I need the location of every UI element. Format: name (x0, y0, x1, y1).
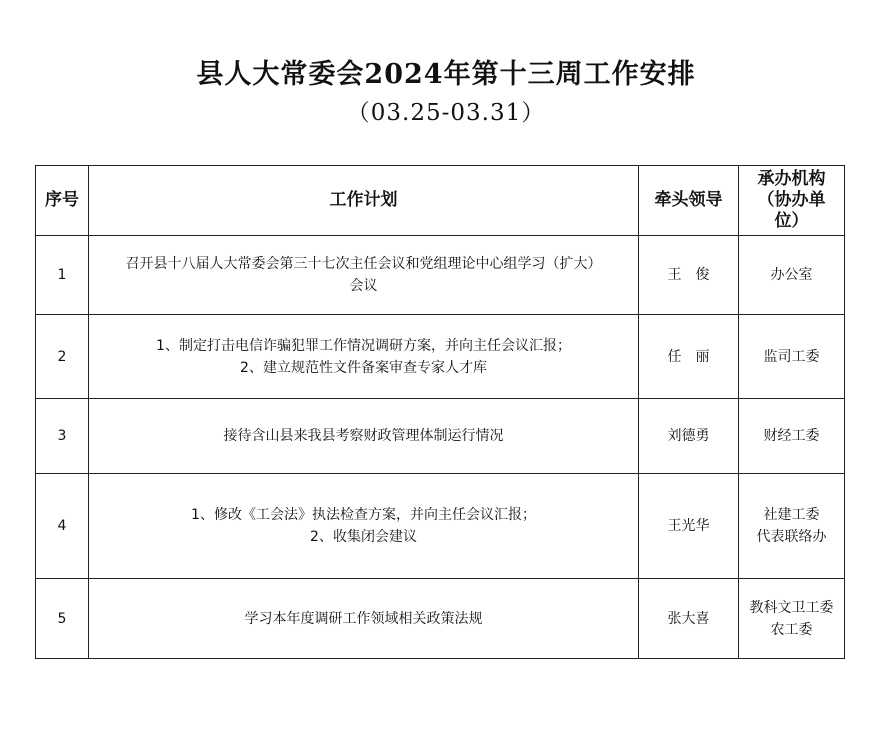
plan-cell (89, 236, 639, 315)
leader-cell: 王 俊 (639, 236, 739, 315)
seq-cell: 1 (36, 236, 89, 315)
date-range-subtitle: （03.25-03.31） (346, 100, 546, 126)
plan-line: 会议 (349, 278, 378, 294)
unit-line: 教科文卫工委 (749, 599, 834, 616)
table-row (36, 579, 845, 659)
plan-line: 1、制定打击电信诈骗犯罪工作情况调研方案，并向主任会议汇报； (156, 337, 571, 354)
table-row (36, 315, 845, 399)
seq-cell: 3 (36, 399, 89, 474)
seq-cell: 5 (36, 579, 89, 659)
table-row (36, 474, 845, 579)
plan-line: 学习本年度调研工作领域相关政策法规 (244, 610, 483, 627)
table-row (36, 399, 845, 474)
header-seq: 序号 (36, 166, 89, 236)
unit-line: 监司工委 (763, 348, 820, 365)
plan-line: 召开县十八届人大常委会第三十七次主任会议和党组理论中心组学习（扩大） (125, 256, 602, 272)
header-unit-line: 承办机构 (757, 169, 826, 189)
unit-line: 办公室 (770, 267, 813, 283)
unit-cell (739, 474, 845, 579)
seq-cell: 4 (36, 474, 89, 579)
leader-cell: 刘德勇 (639, 399, 739, 474)
unit-cell (739, 236, 845, 315)
plan-line: 2、建立规范性文件备案审查专家人才库 (240, 359, 487, 376)
plan-cell (89, 474, 639, 579)
seq-cell: 2 (36, 315, 89, 399)
plan-line: 1、修改《工会法》执法检查方案，并向主任会议汇报； (191, 507, 536, 523)
unit-line: 代表联络办 (756, 529, 827, 545)
unit-line: 财经工委 (763, 428, 820, 444)
header-plan: 工作计划 (89, 166, 639, 236)
header-leader: 牵头领导 (639, 166, 739, 236)
leader-cell: 张大喜 (639, 579, 739, 659)
leader-cell: 任 丽 (639, 315, 739, 399)
page-title: 县人大常委会2024年第十三周工作安排 (196, 59, 696, 90)
unit-cell (739, 399, 845, 474)
plan-line: 接待含山县来我县考察财政管理体制运行情况 (223, 428, 504, 444)
plan-cell (89, 315, 639, 399)
table-row (36, 236, 845, 315)
header-unit (739, 166, 845, 236)
header-unit-line: （协办单 (757, 190, 826, 210)
plan-cell (89, 579, 639, 659)
header-unit-line: 位） (774, 211, 809, 231)
work-schedule-table (35, 165, 845, 659)
leader-cell: 王光华 (639, 474, 739, 579)
unit-cell (739, 579, 845, 659)
header-row (36, 166, 845, 236)
unit-line: 社建工委 (763, 507, 820, 523)
plan-line: 2、收集闭会建议 (310, 529, 417, 545)
unit-cell (739, 315, 845, 399)
plan-cell (89, 399, 639, 474)
unit-line: 农工委 (770, 621, 813, 638)
